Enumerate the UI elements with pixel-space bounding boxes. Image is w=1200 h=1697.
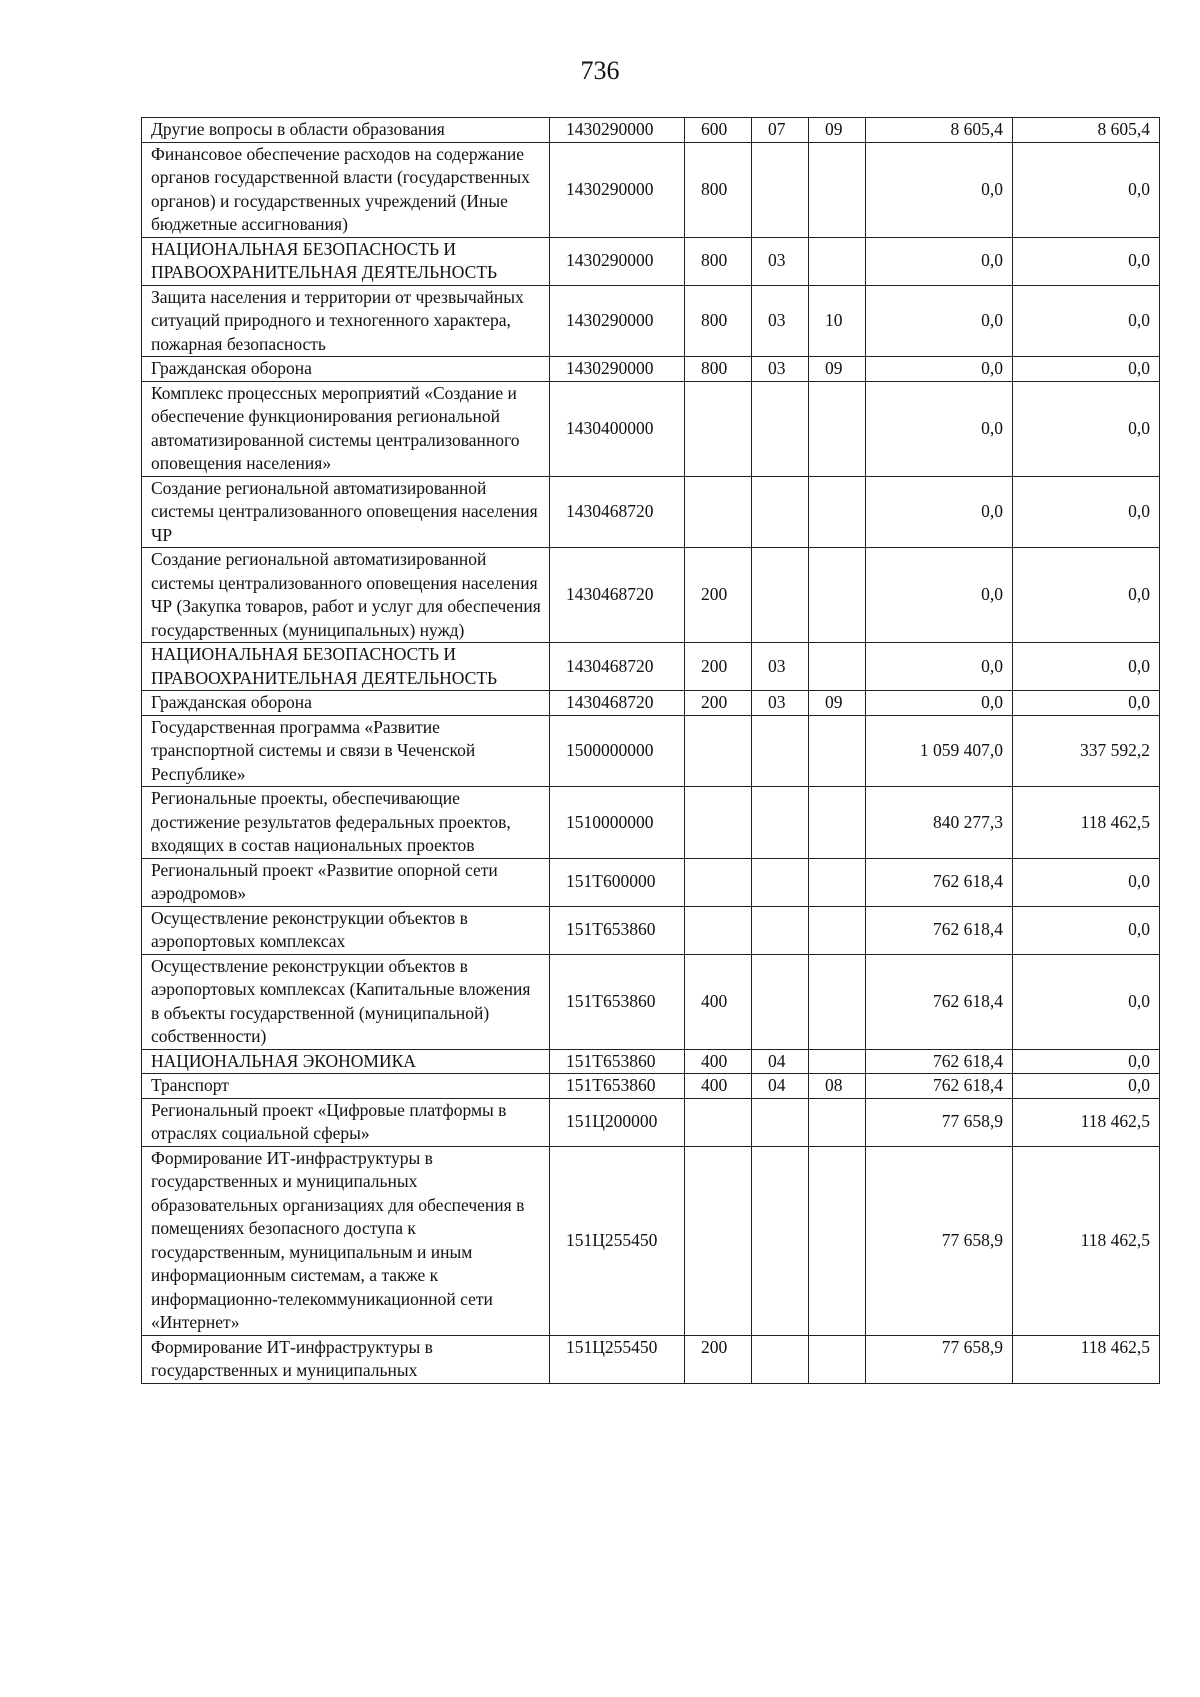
amount-first-year-cell: 0,0 xyxy=(866,548,1013,643)
amount-second-year-cell: 0,0 xyxy=(1013,1049,1160,1074)
amount-second-year-cell: 0,0 xyxy=(1013,357,1160,382)
target-code-cell: 151Т653860 xyxy=(550,1074,685,1099)
amount-first-year-cell: 0,0 xyxy=(866,381,1013,476)
section-cell: 04 xyxy=(752,1049,809,1074)
amount-second-year-cell: 0,0 xyxy=(1013,1074,1160,1099)
section-cell xyxy=(752,548,809,643)
expense-type-cell xyxy=(685,381,752,476)
target-code-cell: 1430290000 xyxy=(550,357,685,382)
table-row xyxy=(142,643,1160,691)
table-row xyxy=(142,787,1160,859)
amount-first-year-cell: 0,0 xyxy=(866,237,1013,285)
section-cell: 03 xyxy=(752,643,809,691)
subsection-cell xyxy=(809,381,866,476)
subsection-cell: 09 xyxy=(809,691,866,716)
row-name-cell: Гражданская оборона xyxy=(142,691,550,716)
subsection-cell: 08 xyxy=(809,1074,866,1099)
amount-second-year-cell: 0,0 xyxy=(1013,142,1160,237)
expense-type-cell xyxy=(685,476,752,548)
amount-first-year-cell: 0,0 xyxy=(866,691,1013,716)
subsection-cell xyxy=(809,643,866,691)
section-cell: 04 xyxy=(752,1074,809,1099)
table-row xyxy=(142,1146,1160,1335)
amount-second-year-cell: 0,0 xyxy=(1013,285,1160,357)
table-row xyxy=(142,1335,1160,1383)
amount-first-year-cell: 8 605,4 xyxy=(866,118,1013,143)
table-row xyxy=(142,691,1160,716)
row-name-cell: НАЦИОНАЛЬНАЯ БЕЗОПАСНОСТЬ И ПРАВООХРАНИТЕЛЬНАЯ ДЕЯТЕЛЬНОСТЬ xyxy=(142,237,550,285)
expense-type-cell: 400 xyxy=(685,1074,752,1099)
target-code-cell: 151Т653860 xyxy=(550,1049,685,1074)
amount-first-year-cell: 0,0 xyxy=(866,476,1013,548)
amount-first-year-cell: 840 277,3 xyxy=(866,787,1013,859)
section-cell: 07 xyxy=(752,118,809,143)
target-code-cell: 1430468720 xyxy=(550,548,685,643)
subsection-cell xyxy=(809,237,866,285)
subsection-cell xyxy=(809,906,866,954)
expense-type-cell: 200 xyxy=(685,691,752,716)
target-code-cell: 1430468720 xyxy=(550,476,685,548)
section-cell: 03 xyxy=(752,691,809,716)
amount-first-year-cell: 762 618,4 xyxy=(866,1049,1013,1074)
amount-second-year-cell: 337 592,2 xyxy=(1013,715,1160,787)
amount-first-year-cell: 762 618,4 xyxy=(866,858,1013,906)
section-cell xyxy=(752,715,809,787)
subsection-cell: 09 xyxy=(809,357,866,382)
target-code-cell: 1430290000 xyxy=(550,285,685,357)
expense-type-cell: 200 xyxy=(685,1335,752,1383)
subsection-cell xyxy=(809,1335,866,1383)
amount-second-year-cell: 0,0 xyxy=(1013,954,1160,1049)
amount-first-year-cell: 762 618,4 xyxy=(866,906,1013,954)
subsection-cell: 10 xyxy=(809,285,866,357)
amount-second-year-cell: 8 605,4 xyxy=(1013,118,1160,143)
row-name-cell: Региональные проекты, обеспечивающие достижение результатов федеральных проектов, входящих в состав национальных проектов xyxy=(142,787,550,859)
target-code-cell: 1500000000 xyxy=(550,715,685,787)
target-code-cell: 1430290000 xyxy=(550,142,685,237)
table-row xyxy=(142,1074,1160,1099)
amount-second-year-cell: 118 462,5 xyxy=(1013,1098,1160,1146)
row-name-cell: Региональный проект «Развитие опорной сети аэродромов» xyxy=(142,858,550,906)
subsection-cell: 09 xyxy=(809,118,866,143)
section-cell xyxy=(752,1098,809,1146)
amount-second-year-cell: 0,0 xyxy=(1013,237,1160,285)
subsection-cell xyxy=(809,142,866,237)
row-name-cell: Формирование ИТ-инфраструктуры в государственных и муниципальных xyxy=(142,1335,550,1383)
subsection-cell xyxy=(809,715,866,787)
section-cell xyxy=(752,1335,809,1383)
row-name-cell: Другие вопросы в области образования xyxy=(142,118,550,143)
expense-type-cell: 800 xyxy=(685,142,752,237)
expense-type-cell: 400 xyxy=(685,1049,752,1074)
subsection-cell xyxy=(809,954,866,1049)
expense-type-cell: 600 xyxy=(685,118,752,143)
target-code-cell: 151Т653860 xyxy=(550,906,685,954)
amount-second-year-cell: 118 462,5 xyxy=(1013,787,1160,859)
target-code-cell: 1510000000 xyxy=(550,787,685,859)
table-row xyxy=(142,357,1160,382)
page-number: 736 xyxy=(580,56,620,85)
table-row xyxy=(142,285,1160,357)
amount-first-year-cell: 1 059 407,0 xyxy=(866,715,1013,787)
expense-type-cell: 800 xyxy=(685,237,752,285)
row-name-cell: Региональный проект «Цифровые платформы в отраслях социальной сферы» xyxy=(142,1098,550,1146)
amount-second-year-cell: 0,0 xyxy=(1013,858,1160,906)
amount-first-year-cell: 0,0 xyxy=(866,357,1013,382)
section-cell xyxy=(752,858,809,906)
table-row xyxy=(142,1098,1160,1146)
row-name-cell: Государственная программа «Развитие транспортной системы и связи в Чеченской Республике» xyxy=(142,715,550,787)
section-cell xyxy=(752,142,809,237)
table-row xyxy=(142,476,1160,548)
expense-type-cell xyxy=(685,858,752,906)
table-body xyxy=(142,118,1160,1384)
table-row xyxy=(142,1049,1160,1074)
amount-first-year-cell: 762 618,4 xyxy=(866,954,1013,1049)
amount-second-year-cell: 0,0 xyxy=(1013,476,1160,548)
amount-first-year-cell: 0,0 xyxy=(866,285,1013,357)
target-code-cell: 151Ц255450 xyxy=(550,1146,685,1335)
section-cell xyxy=(752,906,809,954)
table-row xyxy=(142,858,1160,906)
amount-first-year-cell: 0,0 xyxy=(866,142,1013,237)
expense-type-cell: 200 xyxy=(685,548,752,643)
expense-type-cell xyxy=(685,1146,752,1335)
section-cell xyxy=(752,787,809,859)
expense-type-cell: 400 xyxy=(685,954,752,1049)
table-row xyxy=(142,954,1160,1049)
table-row xyxy=(142,237,1160,285)
amount-second-year-cell: 0,0 xyxy=(1013,548,1160,643)
target-code-cell: 151Ц200000 xyxy=(550,1098,685,1146)
row-name-cell: Осуществление реконструкции объектов в аэропортовых комплексах (Капитальные вложения в объекты государственной (муниципальной) собственности) xyxy=(142,954,550,1049)
target-code-cell: 151Ц255450 xyxy=(550,1335,685,1383)
table-row xyxy=(142,715,1160,787)
row-name-cell: Транспорт xyxy=(142,1074,550,1099)
expense-type-cell xyxy=(685,787,752,859)
expense-type-cell xyxy=(685,906,752,954)
amount-first-year-cell: 77 658,9 xyxy=(866,1098,1013,1146)
subsection-cell xyxy=(809,787,866,859)
section-cell xyxy=(752,1146,809,1335)
target-code-cell: 1430400000 xyxy=(550,381,685,476)
subsection-cell xyxy=(809,858,866,906)
table-row xyxy=(142,118,1160,143)
target-code-cell: 1430290000 xyxy=(550,237,685,285)
target-code-cell: 1430468720 xyxy=(550,643,685,691)
target-code-cell: 151Т653860 xyxy=(550,954,685,1049)
table-row xyxy=(142,548,1160,643)
subsection-cell xyxy=(809,548,866,643)
row-name-cell: НАЦИОНАЛЬНАЯ ЭКОНОМИКА xyxy=(142,1049,550,1074)
amount-first-year-cell: 77 658,9 xyxy=(866,1335,1013,1383)
row-name-cell: Защита населения и территории от чрезвычайных ситуаций природного и техногенного характера, пожарная безопасность xyxy=(142,285,550,357)
target-code-cell: 1430290000 xyxy=(550,118,685,143)
table-row xyxy=(142,381,1160,476)
expense-type-cell: 800 xyxy=(685,285,752,357)
row-name-cell: Формирование ИТ-инфраструктуры в государственных и муниципальных образовательных организациях для обеспечения в помещениях безопасного доступа к государственным, муниципальным и иным информационным системам, а также к информационно-телекоммуникационной сети «Интернет» xyxy=(142,1146,550,1335)
row-name-cell: Комплекс процессных мероприятий «Создание и обеспечение функционирования региональной автоматизированной системы централизованного оповещения населения» xyxy=(142,381,550,476)
expense-type-cell xyxy=(685,1098,752,1146)
budget-table xyxy=(141,117,1160,1384)
amount-second-year-cell: 0,0 xyxy=(1013,643,1160,691)
subsection-cell xyxy=(809,476,866,548)
amount-second-year-cell: 118 462,5 xyxy=(1013,1335,1160,1383)
row-name-cell: НАЦИОНАЛЬНАЯ БЕЗОПАСНОСТЬ И ПРАВООХРАНИТЕЛЬНАЯ ДЕЯТЕЛЬНОСТЬ xyxy=(142,643,550,691)
section-cell xyxy=(752,954,809,1049)
target-code-cell: 1430468720 xyxy=(550,691,685,716)
amount-second-year-cell: 118 462,5 xyxy=(1013,1146,1160,1335)
row-name-cell: Осуществление реконструкции объектов в аэропортовых комплексах xyxy=(142,906,550,954)
amount-first-year-cell: 762 618,4 xyxy=(866,1074,1013,1099)
subsection-cell xyxy=(809,1049,866,1074)
expense-type-cell xyxy=(685,715,752,787)
row-name-cell: Создание региональной автоматизированной системы централизованного оповещения населения ЧР xyxy=(142,476,550,548)
amount-first-year-cell: 0,0 xyxy=(866,643,1013,691)
table-row xyxy=(142,906,1160,954)
subsection-cell xyxy=(809,1146,866,1335)
expense-type-cell: 200 xyxy=(685,643,752,691)
amount-second-year-cell: 0,0 xyxy=(1013,691,1160,716)
row-name-cell: Финансовое обеспечение расходов на содержание органов государственной власти (государственных органов) и государственных учреждений (Иные бюджетные ассигнования) xyxy=(142,142,550,237)
amount-second-year-cell: 0,0 xyxy=(1013,381,1160,476)
target-code-cell: 151Т600000 xyxy=(550,858,685,906)
amount-second-year-cell: 0,0 xyxy=(1013,906,1160,954)
subsection-cell xyxy=(809,1098,866,1146)
expense-type-cell: 800 xyxy=(685,357,752,382)
amount-first-year-cell: 77 658,9 xyxy=(866,1146,1013,1335)
row-name-cell: Создание региональной автоматизированной системы централизованного оповещения населения ЧР (Закупка товаров, работ и услуг для обеспечения государственных (муниципальных) нужд) xyxy=(142,548,550,643)
section-cell: 03 xyxy=(752,237,809,285)
row-name-cell: Гражданская оборона xyxy=(142,357,550,382)
section-cell: 03 xyxy=(752,285,809,357)
section-cell xyxy=(752,381,809,476)
section-cell: 03 xyxy=(752,357,809,382)
section-cell xyxy=(752,476,809,548)
table-row xyxy=(142,142,1160,237)
